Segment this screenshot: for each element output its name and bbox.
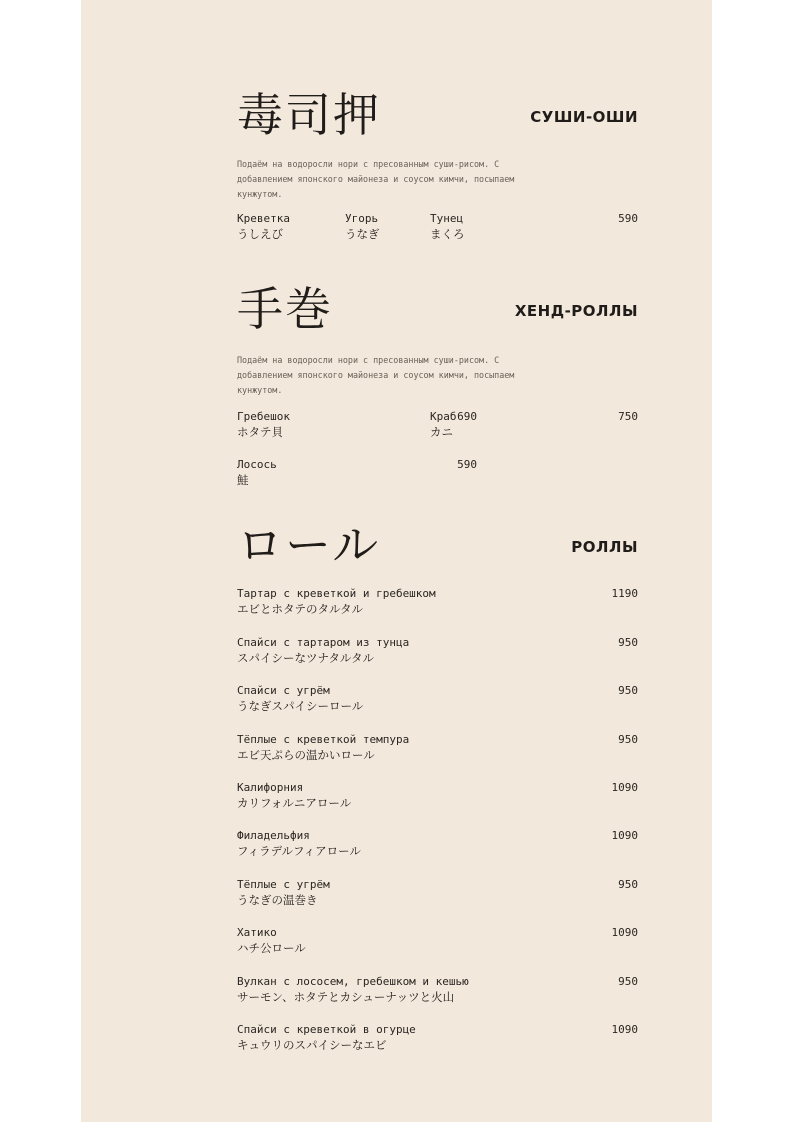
section-title: СУШИ-ОШИ (530, 108, 638, 126)
item-price: 950 (618, 975, 638, 988)
section-header-rolls (237, 508, 638, 572)
item-name-jp: エビとホタテのタルタル (237, 602, 364, 616)
item-name-ru: Угорь (345, 212, 379, 225)
section-header-sushi-oshi (237, 78, 638, 142)
item-name-ru: Гребешок (237, 410, 290, 423)
menu-item (237, 732, 409, 763)
section-kanji: 手巻 (237, 282, 333, 336)
section-description: Подаём на водоросли нори с пресованным суши-рисом. С добавлением японского майонеза и соусом кимчи, посыпаем кунжутом. (237, 159, 515, 199)
item-name-ru: Калифорния (237, 781, 304, 794)
item-name-jp: カリフォルニアロール (237, 796, 352, 810)
item-name-ru: Краб (430, 410, 457, 423)
menu-item (237, 925, 306, 956)
item-price: 950 (618, 878, 638, 891)
item-name-ru: Лосось (237, 458, 277, 471)
menu-item (430, 211, 465, 242)
item-name-jp: フィラデルフィアロール (237, 844, 361, 858)
item-name-ru: Тёплые с креветкой темпура (237, 733, 410, 746)
item-name-jp: 鮭 (237, 473, 249, 487)
item-price: 1090 (611, 926, 638, 939)
section-header-hand-rolls (237, 272, 638, 336)
item-price: 750 (618, 410, 638, 423)
item-name-ru: Хатико (237, 926, 277, 939)
menu-item (237, 828, 361, 859)
section-title: ХЕНД-РОЛЛЫ (514, 302, 638, 320)
section-description: Подаём на водоросли нори с пресованным суши-рисом. С добавлением японского майонеза и соусом кимчи, посыпаем кунжутом. (237, 355, 515, 395)
item-name-jp: サーモン、ホタテとカシューナッツと火山 (237, 990, 455, 1004)
item-name-ru: Креветка (237, 212, 290, 225)
item-name-ru: Вулкан с лососем, гребешком и кешью (237, 975, 469, 988)
menu-item (237, 974, 469, 1005)
item-name-ru: Спайси с угрём (237, 684, 330, 697)
menu-item (237, 1022, 416, 1053)
item-name-ru: Тёплые с угрём (237, 878, 330, 891)
menu-item (237, 211, 290, 242)
menu-item (345, 211, 380, 242)
section-title: РОЛЛЫ (571, 538, 638, 556)
item-name-jp: うなぎ (345, 227, 380, 241)
section-kanji: 毒司押 (237, 88, 381, 142)
item-name-ru: Филадельфия (237, 829, 310, 842)
item-price: 950 (618, 684, 638, 697)
item-price: 1090 (611, 829, 638, 842)
item-price: 950 (618, 733, 638, 746)
menu-item (237, 586, 436, 617)
item-name-jp: ホタテ貝 (237, 425, 283, 439)
menu-item (237, 409, 290, 440)
item-name-jp: うなぎの温巻き (237, 893, 318, 907)
menu-page (81, 0, 712, 1122)
item-name-ru: Спайси с креветкой в огурце (237, 1023, 416, 1036)
item-price: 1190 (611, 587, 638, 600)
section-kanji: ロール (237, 518, 381, 572)
item-name-jp: ハチ公ロール (237, 941, 306, 955)
menu-item (430, 409, 457, 440)
menu-item (237, 780, 351, 811)
menu-item (237, 635, 409, 666)
item-name-jp: キュウリのスパイシーなエビ (237, 1038, 387, 1052)
item-name-jp: うしえび (237, 227, 283, 241)
item-price: 1090 (611, 1023, 638, 1036)
item-price: 950 (618, 636, 638, 649)
menu-item (237, 683, 363, 714)
item-price: 590 (618, 212, 638, 225)
item-price: 590 (457, 458, 477, 471)
item-name-jp: カニ (430, 425, 453, 439)
item-name-jp: スパイシーなツナタルタル (237, 651, 374, 665)
item-name-jp: うなぎスパイシーロール (237, 699, 364, 713)
item-name-jp: エビ天ぷらの温かいロール (237, 748, 375, 762)
item-name-ru: Спайси с тартаром из тунца (237, 636, 410, 649)
item-price: 690 (457, 410, 477, 423)
menu-item (237, 877, 330, 908)
item-name-jp: まくろ (430, 227, 465, 241)
item-price: 1090 (611, 781, 638, 794)
menu-item (237, 457, 277, 488)
item-name-ru: Тартар с креветкой и гребешком (237, 587, 436, 600)
item-name-ru: Тунец (430, 212, 464, 225)
